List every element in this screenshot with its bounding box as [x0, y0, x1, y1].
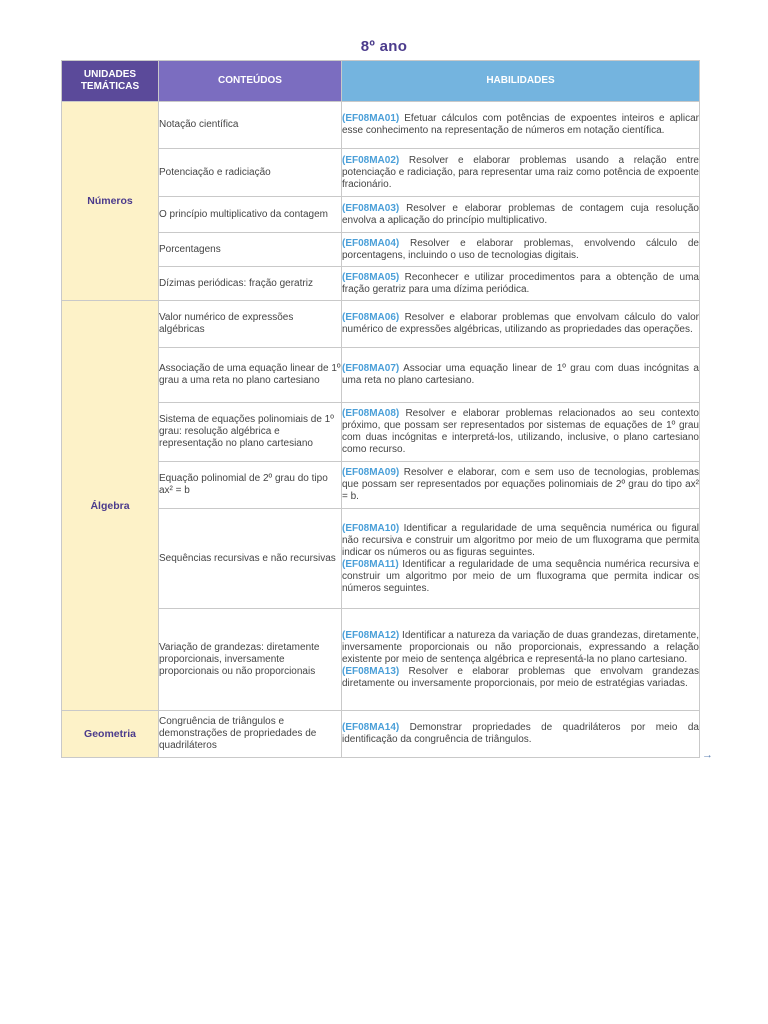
habilidade-item [342, 238, 699, 262]
conteudo-cell: Congruência de triângulos e demonstrações de propriedades de quadriláteros [159, 711, 342, 758]
habilidade-cell [342, 301, 700, 348]
habilidade-cell [342, 267, 700, 301]
habilidade-text: Resolver e elaborar problemas que envolvam cálculo do valor numérico de expressões algébricas, utilizando as propriedades das operações. [342, 312, 699, 335]
habilidade-item [342, 559, 699, 595]
habilidade-text: Resolver e elaborar problemas de contagem cuja resolução envolva a aplicação do princípio multiplicativo. [342, 202, 699, 226]
habilidade-item [342, 113, 699, 137]
habilidade-item [342, 666, 699, 690]
table-row [62, 301, 700, 348]
habilidade-text: Demonstrar propriedades de quadriláteros por meio da identificação da congruência de triângulos. [342, 722, 699, 745]
habilidade-code: (EF08MA04) [342, 237, 400, 249]
habilidade-item [342, 408, 699, 456]
habilidade-code: (EF08MA10) [342, 522, 400, 534]
habilidade-item [342, 630, 699, 666]
conteudo-cell: Sequências recursivas e não recursivas [159, 509, 342, 609]
habilidade-item [342, 203, 699, 227]
habilidade-code: (EF08MA08) [342, 408, 400, 419]
conteudo-cell: Valor numérico de expressões algébricas [159, 301, 342, 348]
habilidade-code: (EF08MA03) [342, 202, 400, 214]
habilidade-code: (EF08MA01) [342, 113, 400, 124]
habilidade-code: (EF08MA12) [342, 629, 400, 641]
habilidade-code: (EF08MA06) [342, 312, 400, 323]
habilidade-cell [342, 197, 700, 233]
habilidade-text: Resolver e elaborar problemas relacionados ao seu contexto próximo, que possam ser representados por sistemas de equações de 1º grau com duas incógnitas e interpretá-los, utilizando, inclusive, o plano cartesiano como recurso. [342, 408, 699, 455]
habilidade-cell [342, 102, 700, 149]
header-unidades: UNIDADES TEMÁTICAS [62, 61, 159, 102]
habilidade-cell [342, 509, 700, 609]
habilidade-code: (EF08MA09) [342, 467, 400, 478]
conteudo-cell: Notação científica [159, 102, 342, 149]
habilidade-item [342, 722, 699, 746]
curriculum-table [61, 60, 700, 758]
header-conteudos: CONTEÚDOS [159, 61, 342, 102]
habilidade-cell [342, 403, 700, 462]
habilidade-text: Efetuar cálculos com potências de expoentes inteiros e aplicar esse conhecimento na representação de números em notação científica. [342, 113, 699, 136]
conteudo-cell: Associação de uma equação linear de 1º grau a uma reta no plano cartesiano [159, 348, 342, 403]
unit-cell: Álgebra [62, 301, 159, 711]
conteudo-cell: Porcentagens [159, 233, 342, 267]
habilidade-text: Identificar a regularidade de uma sequência numérica ou figural não recursiva e construir um algoritmo por meio de um fluxograma que permita indicar os números ou as figuras seguintes. [342, 522, 699, 558]
habilidade-code: (EF08MA07) [342, 363, 400, 374]
conteudo-cell: O princípio multiplicativo da contagem [159, 197, 342, 233]
habilidade-cell [342, 609, 700, 711]
habilidade-text: Reconhecer e utilizar procedimentos para a obtenção de uma fração geratriz para uma dízima periódica. [342, 271, 699, 295]
habilidade-text: Resolver e elaborar problemas que envolvam grandezas diretamente ou inversamente proporcionais, por meio de estratégias variadas. [342, 665, 699, 689]
habilidade-text: Resolver e elaborar problemas usando a relação entre potenciação e radiciação, para representar uma raiz como potência de expoente fracionário. [342, 154, 699, 190]
unit-cell: Geometria [62, 711, 159, 758]
habilidade-text: Identificar a natureza da variação de duas grandezas, diretamente, inversamente proporcionais ou não proporcionais, expressando a relação existente por meio de sentença algébrica e representá-la no plano cartesiano. [342, 629, 699, 665]
conteudo-cell: Equação polinomial de 2º grau do tipo ax² = b [159, 462, 342, 509]
habilidade-cell [342, 233, 700, 267]
conteudo-cell: Potenciação e radiciação [159, 149, 342, 197]
habilidade-code: (EF08MA05) [342, 271, 400, 283]
table-row [62, 711, 700, 758]
table-header-row [62, 61, 700, 102]
habilidade-text: Resolver e elaborar, com e sem uso de tecnologias, problemas que possam ser representados por equações polinomiais de 2º grau do tipo ax² = b. [342, 467, 699, 502]
habilidade-cell [342, 149, 700, 197]
habilidade-code: (EF08MA14) [342, 722, 400, 733]
habilidade-item [342, 272, 699, 296]
habilidade-cell [342, 711, 700, 758]
habilidade-cell [342, 462, 700, 509]
habilidade-item [342, 155, 699, 191]
habilidade-item [342, 523, 699, 559]
habilidade-item [342, 467, 699, 503]
habilidade-code: (EF08MA13) [342, 665, 400, 677]
unit-cell: Números [62, 102, 159, 301]
habilidade-text: Identificar a regularidade de uma sequência numérica recursiva e construir um algoritmo por meio de um fluxograma que permita indicar os números seguintes. [342, 558, 699, 594]
conteudo-cell: Variação de grandezas: diretamente proporcionais, inversamente proporcionais ou não proporcionais [159, 609, 342, 711]
next-page-arrow-icon: → [702, 749, 713, 761]
header-habilidades: HABILIDADES [342, 61, 700, 102]
habilidade-code: (EF08MA11) [342, 558, 399, 570]
table-body [62, 102, 700, 758]
conteudo-cell: Dízimas periódicas: fração geratriz [159, 267, 342, 301]
habilidade-cell [342, 348, 700, 403]
habilidade-item [342, 363, 699, 387]
page-title: 8º ano [360, 38, 408, 55]
habilidade-text: Resolver e elaborar problemas, envolvendo cálculo de porcentagens, incluindo o uso de tecnologias digitais. [342, 237, 699, 261]
habilidade-text: Associar uma equação linear de 1º grau com duas incógnitas a uma reta no plano cartesiano. [342, 363, 699, 386]
table-row [62, 102, 700, 149]
habilidade-code: (EF08MA02) [342, 154, 400, 166]
habilidade-item [342, 312, 699, 336]
conteudo-cell: Sistema de equações polinomiais de 1º grau: resolução algébrica e representação no plano cartesiano [159, 403, 342, 462]
